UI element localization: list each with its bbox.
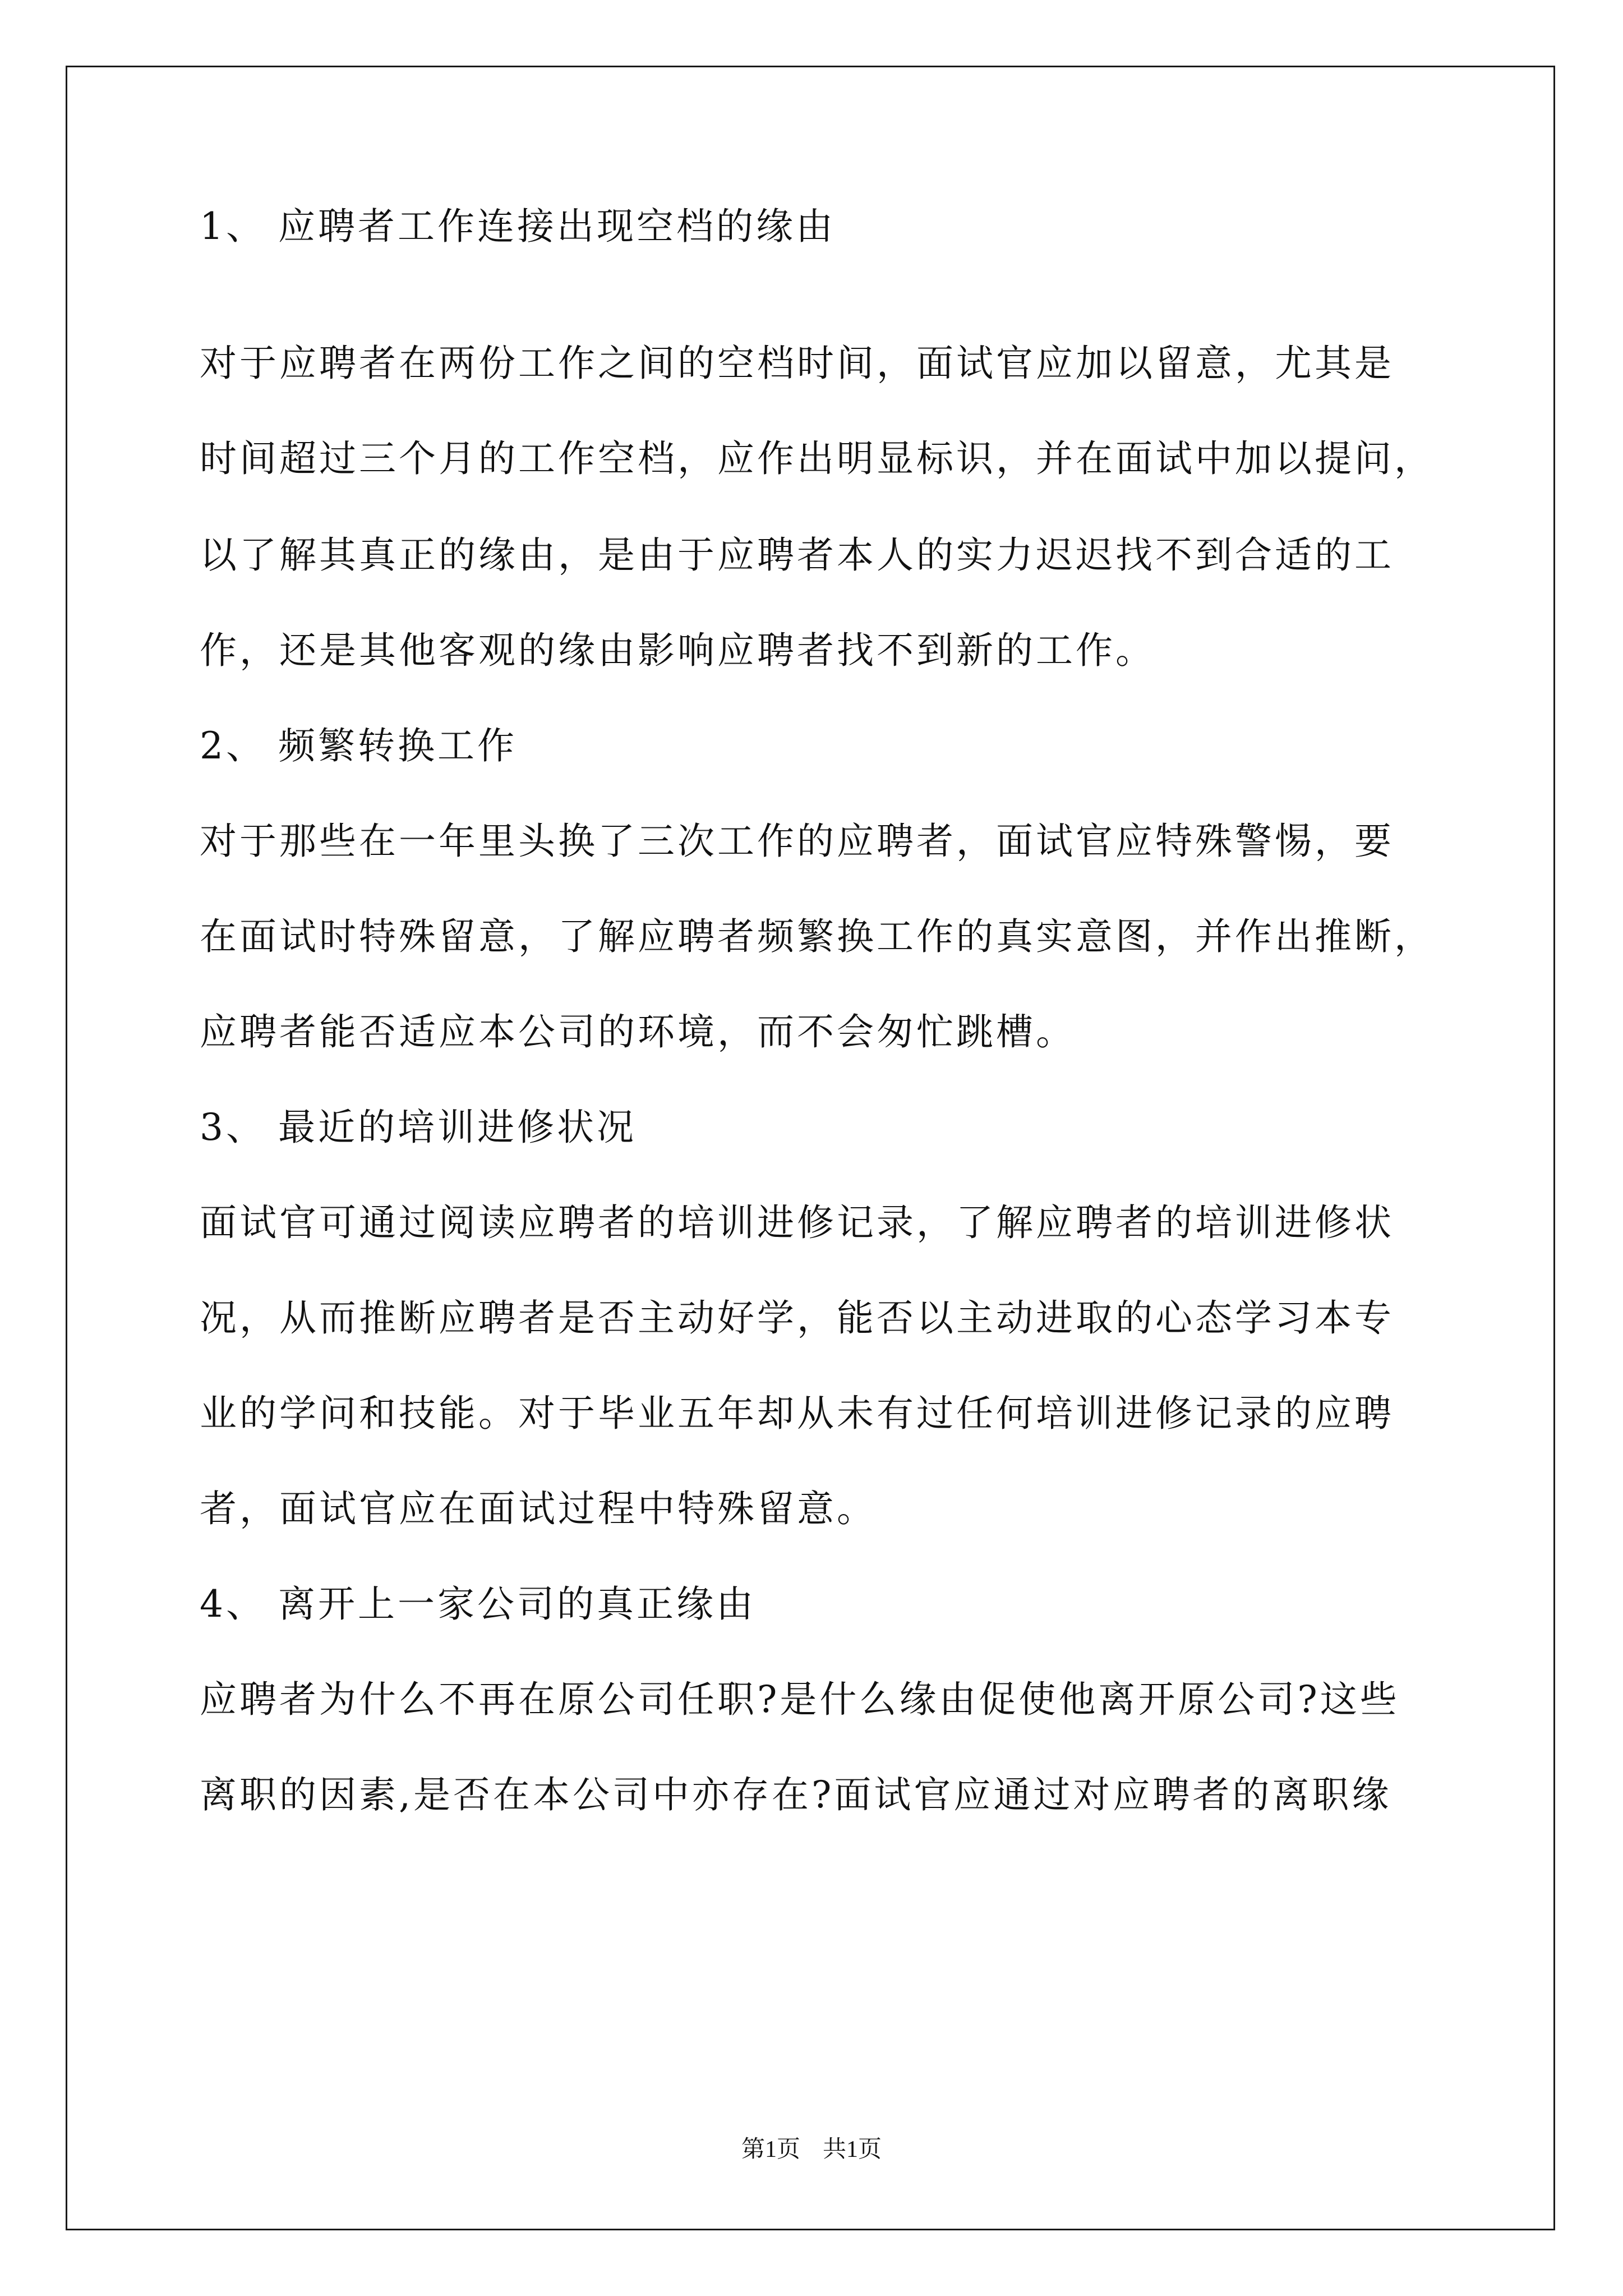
paragraph-line: 应聘者能否适应本公司的环境，而不会匆忙跳槽。 xyxy=(200,1010,1076,1053)
section-title: 频繁转换工作 xyxy=(278,724,517,767)
paragraph-line: 在面试时特殊留意，了解应聘者频繁换工作的真实意图，并作出推断， xyxy=(200,915,1434,958)
section-number: 3、 xyxy=(200,1106,266,1149)
section-number: 1、 xyxy=(200,205,266,248)
section-title: 最近的培训进修状况 xyxy=(278,1106,637,1149)
section-number: 2、 xyxy=(200,724,266,767)
paragraph-line: 面试官可通过阅读应聘者的培训进修记录，了解应聘者的培训进修状 xyxy=(200,1201,1394,1244)
page-footer xyxy=(0,2136,1623,2164)
page-number: 第1页 xyxy=(741,2137,800,2162)
paragraph-line: 业的学问和技能。对于毕业五年却从未有过任何培训进修记录的应聘 xyxy=(200,1392,1394,1435)
section-heading xyxy=(200,724,517,769)
paragraph-line: 作，还是其他客观的缘由影响应聘者找不到新的工作。 xyxy=(200,629,1155,672)
paragraph-line: 对于应聘者在两份工作之间的空档时间，面试官应加以留意，尤其是 xyxy=(200,342,1394,385)
paragraph-line: 者，面试官应在面试过程中特殊留意。 xyxy=(200,1487,877,1530)
section-title: 应聘者工作连接出现空档的缘由 xyxy=(278,205,836,248)
paragraph-line: 应聘者为什么不再在原公司任职?是什么缘由促使他离开原公司?这些 xyxy=(200,1678,1400,1721)
paragraph-line: 时间超过三个月的工作空档，应作出明显标识，并在面试中加以提问， xyxy=(200,437,1434,480)
paragraph-line: 离职的因素,是否在本公司中亦存在?面试官应通过对应聘者的离职缘 xyxy=(200,1773,1392,1816)
paragraph-line: 以了解其真正的缘由，是由于应聘者本人的实力迟迟找不到合适的工 xyxy=(200,533,1394,577)
page-total: 共1页 xyxy=(823,2137,882,2162)
section-heading xyxy=(200,204,836,249)
section-heading xyxy=(200,1582,756,1627)
section-title: 离开上一家公司的真正缘由 xyxy=(278,1582,756,1626)
paragraph-line: 对于那些在一年里头换了三次工作的应聘者，面试官应特殊警惕，要 xyxy=(200,820,1394,863)
paragraph-line: 况，从而推断应聘者是否主动好学，能否以主动进取的心态学习本专 xyxy=(200,1296,1394,1340)
section-number: 4、 xyxy=(200,1582,266,1626)
section-heading xyxy=(200,1105,637,1150)
